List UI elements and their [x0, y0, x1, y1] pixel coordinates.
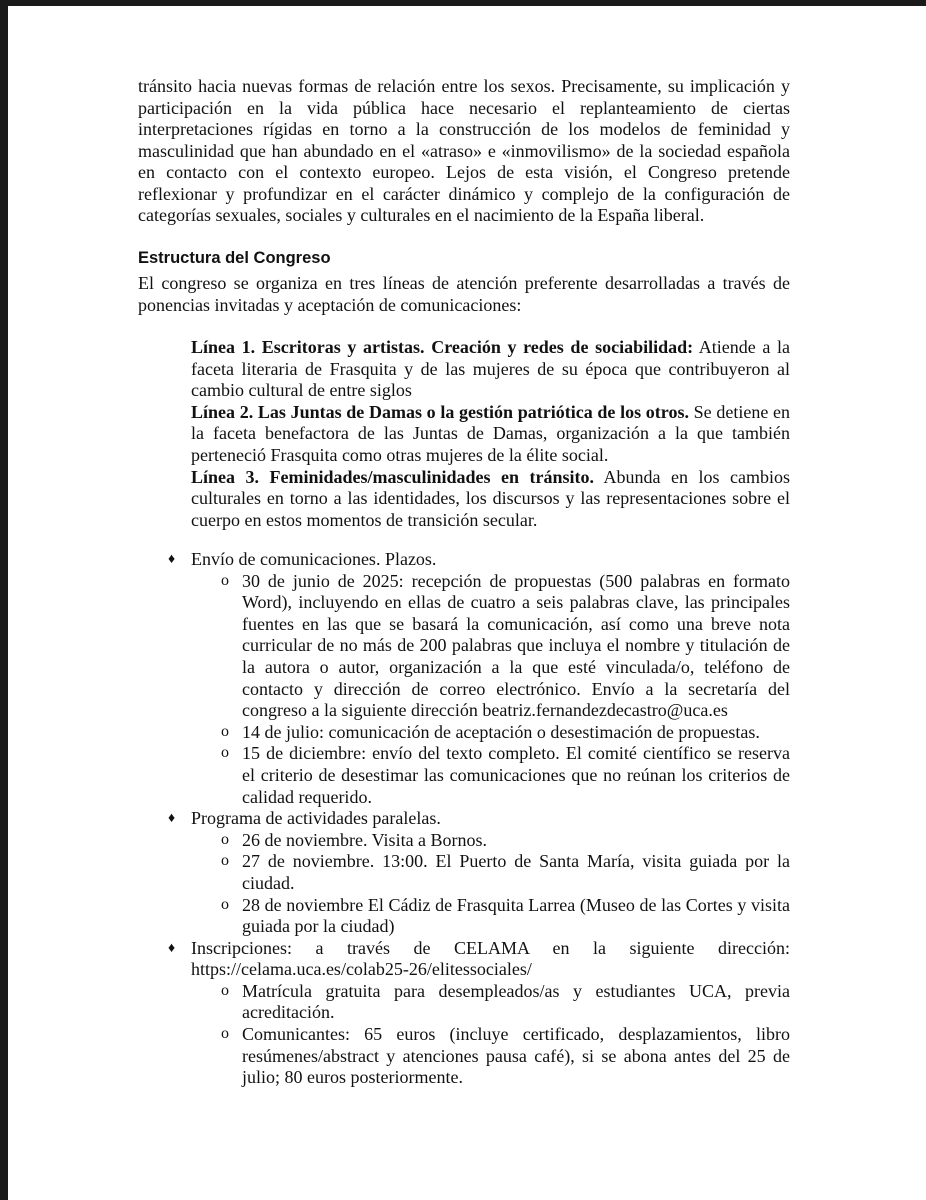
diamond-bullet-icon: ♦: [168, 552, 176, 567]
circle-bullet-icon: o: [221, 981, 229, 999]
bullet-label: Envío de comunicaciones. Plazos.: [191, 549, 437, 569]
line-1: [191, 337, 790, 402]
circle-bullet-icon: o: [221, 571, 229, 589]
sub-item-text: 26 de noviembre. Visita a Bornos.: [242, 829, 488, 850]
section-heading: Estructura del Congreso: [138, 249, 331, 267]
structure-intro-text: El congreso se organiza en tres líneas de atención preferente desarrolladas a través de ponencias invitadas y aceptación de comunicaciones:: [138, 273, 790, 315]
bullet-label: Inscripciones: a través de CELAMA en la siguiente dirección: https://celama.uca.es/colab25-26/elitessociales/: [191, 937, 790, 980]
structure-intro: [138, 273, 790, 316]
lines-block: [191, 337, 790, 531]
sub-item: [138, 851, 790, 894]
sub-item-text: 14 de julio: comunicación de aceptación o desestimación de propuestas.: [242, 721, 760, 742]
circle-bullet-icon: o: [221, 744, 229, 762]
sub-item-text: Matrícula gratuita para desempleados/as y estudiantes UCA, previa acreditación.: [242, 980, 790, 1023]
sub-item: [138, 722, 790, 744]
circle-bullet-icon: o: [221, 830, 229, 848]
intro-paragraph-text: tránsito hacia nuevas formas de relación entre los sexos. Precisamente, su implicación y participación en la vida pública hace necesario el replanteamiento de ciertas interpretaciones rígidas en torno a la construcción de los modelos de feminidad y masculinidad que han abundado en el «atraso» e «inmovilismo» de la sociedad española en contacto con el contexto europeo. Lejos de esta visión, el Congreso pretende reflexionar y profundizar en el carácter dinámico y complejo de la configuración de categorías sexuales, sociales y culturales en el nacimiento de la España liberal.: [138, 76, 790, 225]
sub-item-text: 15 de diciembre: envío del texto completo. El comité científico se reserva el criterio de desestimar las comunicaciones que no reúnan los criterios de calidad requerido.: [242, 743, 790, 807]
sub-item: [138, 830, 790, 852]
line-1-title: Línea 1. Escritoras y artistas. Creación y redes de sociabilidad:: [191, 337, 694, 357]
diamond-bullet-icon: ♦: [168, 811, 176, 827]
bullet-submissions: [138, 549, 790, 571]
sub-item: [138, 981, 790, 1024]
bullet-label: Programa de actividades paralelas.: [191, 808, 441, 829]
diamond-bullet-icon: ♦: [168, 940, 176, 956]
sub-item: [138, 571, 790, 722]
line-3-title: Línea 3. Feminidades/masculinidades en tránsito.: [191, 466, 595, 487]
circle-bullet-icon: o: [221, 722, 229, 740]
bullet-activities: [138, 808, 790, 830]
line-1-text: Atiende a la faceta literaria de Frasquita y de las mujeres de su época que contribuyeron al cambio cultural de entre siglos: [191, 337, 791, 401]
viewer-frame-left: [0, 0, 8, 1200]
line-2-title: Línea 2. Las Juntas de Damas o la gestión patriótica de los otros.: [191, 401, 689, 422]
line-2-text: Se detiene en la faceta benefactora de las Juntas de Damas, organización a la que también perteneció Frasquita como otras mujeres de la élite social.: [191, 401, 790, 465]
intro-paragraph: [138, 76, 790, 227]
sub-item-text: 30 de junio de 2025: recepción de propuestas (500 palabras en formato Word), incluyendo en ellas de cuatro a seis palabras clave, las principales fuentes en las que se basará la comunicación, así como una breve nota curricular de no más de 200 palabras que incluya el nombre y titulación de la autora o autor, organización a la que esté vinculada/o, teléfono de contacto y dirección de correo electrónico. Envío a la secretaría del congreso a la siguiente dirección beatriz.fernandezdecastro@uca.es: [242, 570, 790, 721]
sub-item: [138, 743, 790, 808]
sub-item-text: 27 de noviembre. 13:00. El Puerto de Santa María, visita guiada por la ciudad.: [242, 851, 790, 893]
bullet-registration: [138, 938, 790, 981]
line-3: [191, 467, 790, 532]
sub-item: [138, 895, 790, 938]
sub-item: [138, 1024, 790, 1089]
circle-bullet-icon: o: [221, 895, 229, 913]
sub-item-text: Comunicantes: 65 euros (incluye certificado, desplazamientos, libro resúmenes/abstract y atenciones pausa café), si se abona antes del 25 de julio; 80 euros posteriormente.: [242, 1024, 790, 1088]
line-3-text: Abunda en los cambios culturales en torno a las identidades, los discursos y las representaciones sobre el cuerpo en estos momentos de transición secular.: [191, 466, 790, 530]
circle-bullet-icon: o: [221, 1025, 229, 1043]
sub-item-text: 28 de noviembre El Cádiz de Frasquita Larrea (Museo de las Cortes y visita guiada por la ciudad): [242, 894, 790, 937]
circle-bullet-icon: o: [221, 852, 229, 870]
bullet-list: [138, 549, 790, 1089]
line-2: [191, 402, 790, 467]
